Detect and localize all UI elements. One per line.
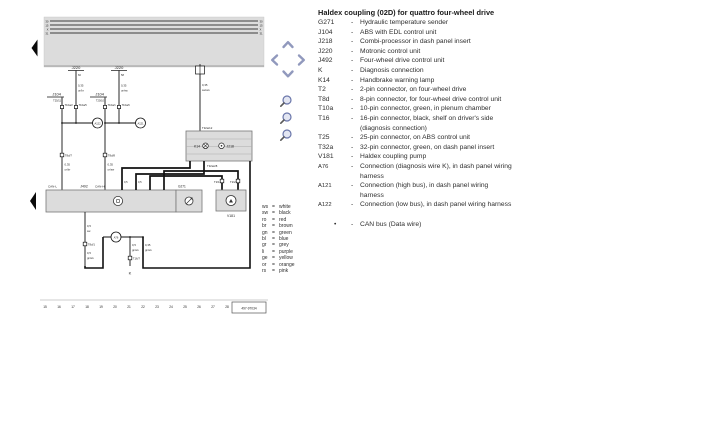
color-key-row: ge = yellow (262, 255, 293, 262)
pin-label-j104-b: T25/10 (95, 99, 104, 103)
connector-label-t8d-8: T8d/8 (107, 153, 115, 158)
component-label-j492: J492 (80, 184, 88, 189)
connector-label-t8d-7: T8d/7 (64, 153, 72, 158)
control-unit-symbol (113, 196, 122, 205)
color-key-row: rs = pink (262, 268, 289, 275)
component-code: T25 (318, 134, 330, 142)
connection-code: A76 (318, 163, 329, 170)
pan-right-button[interactable] (299, 56, 304, 65)
component-label-v181: V181 (227, 214, 235, 218)
wire-color-label: or/sw (121, 88, 128, 93)
bus-terminal-31-right: 31 (259, 31, 263, 36)
legend-item-t16: T16 - 16-pin connector, black, shelf on driver's side (diagnosis connection) (318, 114, 716, 133)
connector-symbol-t10a-2 (60, 105, 63, 108)
bus-terminal-30-right: 30 (259, 19, 263, 24)
pan-up-button[interactable] (284, 42, 293, 47)
track-number: 22 (141, 305, 145, 309)
connector-label-t10a-2: T10a/2 (64, 103, 73, 107)
legend-item-j218: J218 - Combi-processor in dash panel insert (318, 37, 716, 47)
legend-item-j104: J104 - ABS with EDL control unit (318, 28, 716, 38)
junction-label-a122: A122 (94, 122, 101, 126)
connector-label-t10a-5: T10a/5 (78, 103, 87, 107)
color-name: white (279, 204, 291, 210)
component-label-k14: K14 (193, 144, 200, 149)
color-key-row: br = brown (262, 223, 293, 230)
component-description: Four-wheel drive control unit (360, 57, 445, 65)
component-description: 8-pin connector, for four-wheel drive control unit (360, 95, 502, 103)
component-description: 2-pin connector, on four-wheel drive (360, 86, 467, 94)
junction-label-a76: A76 (113, 236, 119, 240)
bus-terminal-30-left: 30 (45, 19, 49, 24)
track-number: 24 (169, 305, 173, 309)
can-low-branch (47, 65, 103, 190)
track-number: 18 (85, 305, 89, 309)
legend-item-t2: T2 - 2-pin connector, on four-wheel drive (318, 85, 716, 95)
legend-item-t25: T25 - 25-pin connector, on ABS control unit (318, 133, 716, 143)
wire-color-label: sw/ws (202, 88, 210, 92)
wire-color-label: or/sw (107, 167, 115, 172)
component-description: 25-pin connector, on ABS control unit (360, 134, 471, 142)
track-number: 16 (57, 305, 61, 309)
color-name: brown (279, 223, 293, 230)
component-label-j104-b: J104 (95, 91, 104, 97)
legend-item-a76: A76 - Connection (diagnosis wire K), in dash panel wiring harness (318, 162, 716, 181)
bus-terminal-31-left: 31 (45, 31, 49, 36)
zoom-out-button[interactable] (281, 113, 291, 123)
component-label-g271: G271 (178, 184, 186, 189)
component-code: T16 (318, 114, 330, 122)
legend-item-a122: A122 - Connection (low bus), in dash panel wiring harness (318, 200, 716, 211)
component-description: Hydraulic temperature sender (360, 19, 449, 26)
color-key-row: or = orange (262, 261, 295, 268)
component-description: 10-pin connector, green, in plenum chamber (360, 105, 491, 113)
legend-item-a121: A121 - Connection (high bus), in dash panel wiring harness (318, 181, 716, 200)
continuation-arrow-bottom (30, 192, 36, 210)
color-key-row: ro = red (262, 216, 287, 223)
component-label-j220-a: J220 (71, 65, 81, 70)
component-description: Diagnosis connection (360, 66, 424, 74)
wire-size-label: 0,35 (64, 162, 70, 167)
legend-item-t8d: T8d - 8-pin connector, for four-wheel drive control unit (318, 95, 716, 105)
wire-size-label: 0,35 (202, 83, 208, 87)
can-bus-bullet: • (334, 220, 337, 228)
wire-size-label: 0,5 (132, 243, 136, 247)
color-name: red (279, 216, 287, 223)
continuation-arrow-top (32, 40, 38, 57)
pan-left-button[interactable] (272, 56, 277, 65)
zoom-in-button[interactable] (281, 96, 291, 106)
legend-item-k14: K14 - Handbrake warning lamp (318, 76, 716, 86)
component-code: V181 (318, 153, 334, 161)
legend-item-g271: G271 - Hydraulic temperature sender (318, 18, 716, 28)
legend-item-t32a: T32a - 32-pin connector, green, on dash panel insert (318, 143, 716, 153)
color-name: black (279, 210, 291, 217)
component-description: 32-pin connector, green, on dash panel insert (360, 143, 495, 151)
track-number: 28 (225, 305, 229, 309)
color-name: yellow (279, 255, 293, 262)
legend-item-v181: V181 - Haldex coupling pump (318, 152, 716, 162)
pin-label-t32a-28: T32a/28 (207, 163, 218, 168)
pin-label-j220-a: 60 (78, 74, 81, 77)
track-number: 15 (43, 305, 47, 309)
connector-symbol-t2-1 (220, 179, 224, 183)
connector-symbol-t8d-1 (83, 242, 87, 246)
k-diagnosis-net (83, 161, 250, 276)
component-description: Handbrake warning lamp (360, 76, 435, 84)
legend-title: Haldex coupling (02D) for quattro four-wheel drive (318, 8, 495, 17)
wire-size-label: 0,35 (145, 243, 151, 247)
color-key-row: sw = black (262, 210, 291, 217)
wire-size-label: 0,5 (87, 251, 91, 255)
pin-label-j220-b: 58 (121, 74, 124, 77)
component-description: Combi-processor in dash panel insert (360, 38, 471, 46)
component-description: Motronic control unit (360, 47, 421, 55)
bus-terminal-x-left: X (46, 27, 49, 32)
track-number: 25 (183, 305, 187, 309)
wire-size-label: 0,35 (107, 162, 113, 167)
connector-label-t10a-6: T10a/6 (121, 103, 130, 107)
component-code: K14 (318, 76, 330, 84)
connector-label-t10a-1: T10a/1 (107, 103, 116, 107)
color-key-row: ws = white (262, 204, 291, 210)
track-number: 20 (113, 305, 117, 309)
can-bus-description: CAN bus (Data wire) (360, 220, 422, 228)
track-number: 21 (127, 305, 131, 309)
color-name: blue (279, 236, 289, 243)
wire-color-label: or/br (64, 167, 71, 172)
connector-label-t2-1: T2/1 (213, 179, 220, 184)
color-key-row: gr = grey (262, 242, 289, 249)
component-description: Haldex coupling pump (360, 153, 427, 161)
component-label-j104-a: J104 (52, 91, 61, 97)
wire-color-label: sw (87, 228, 91, 233)
color-name: purple (279, 248, 293, 255)
pin-label-j104-a: T25/11 (53, 99, 61, 103)
wire-size-label: 0,35 (121, 83, 127, 88)
connector-symbol-t10a-6 (117, 105, 120, 108)
track-number: 27 (211, 305, 215, 309)
component-legend (318, 8, 716, 229)
component-code: T32a (318, 143, 334, 151)
track-number: 23 (155, 305, 159, 309)
component-code: T2 (318, 86, 326, 94)
connection-code: A122 (318, 202, 332, 209)
connector-label-t16-7: T16/7 (132, 256, 140, 261)
color-name: pink (279, 268, 289, 275)
bus-terminal-15-left: 15 (45, 23, 49, 28)
track-number-row (40, 300, 268, 313)
wire-color-label: gr/ws (132, 247, 139, 252)
color-key-row: bl = blue (262, 236, 289, 243)
connection-code: A121 (318, 183, 332, 190)
junction-label-a121: A121 (137, 122, 144, 126)
legend-item-can-bus: • - CAN bus (Data wire) (318, 220, 716, 230)
wire-color-label: gr/ws (87, 255, 94, 260)
component-code: T8d (318, 95, 330, 103)
component-description: 16-pin connector, black, shelf on driver's side (diagnosis connection) (360, 114, 494, 132)
bus-terminal-15-right: 15 (259, 23, 263, 28)
legend-item-j220: J220 - Motronic control unit (318, 47, 716, 57)
connector-symbol-t8d-7 (60, 153, 64, 157)
wire-color-label: gr/ws (145, 247, 152, 252)
component-code: J104 (318, 28, 333, 36)
connector-label-t8d-1: T8d/1 (87, 242, 95, 247)
color-name: grey (279, 242, 289, 249)
connector-symbol-t16-7 (128, 256, 132, 260)
color-key-row: gn = green (262, 229, 292, 236)
track-number: 26 (197, 305, 201, 309)
color-name: green (279, 229, 292, 236)
diagnosis-k-label: K (128, 270, 132, 276)
wire-size-label: 0,5 (138, 181, 142, 184)
component-label-j220-b: J220 (114, 65, 124, 70)
track-number: 19 (99, 305, 103, 309)
j492-control-unit (46, 184, 202, 212)
wire-size-label: 0,5 (124, 181, 128, 184)
connector-symbol-t10a-5 (74, 105, 77, 108)
connector-symbol-t8d-8 (103, 153, 107, 157)
legend-item-k: K - Diagnosis connection (318, 66, 716, 76)
connector-symbol-t2-2 (236, 179, 240, 183)
connection-description: Connection (diagnosis wire K), in dash panel wiring harness (360, 162, 512, 180)
zoom-fit-button[interactable] (281, 130, 291, 140)
legend-item-j492: J492 - Four-wheel drive control unit (318, 56, 716, 66)
diagram-id: 497-97034 (241, 306, 257, 311)
wiring-diagram-canvas (0, 0, 310, 330)
can-l-label: CAN-L (48, 184, 58, 189)
connection-description: Connection (low bus), in dash panel wiring harness (360, 201, 512, 209)
connector-label-t2-2: T2/2 (229, 179, 236, 184)
connector-symbol-t10a-1 (103, 105, 106, 108)
component-code: K (318, 66, 323, 74)
component-code: J220 (318, 47, 333, 55)
wire-size-label: 0,5 (87, 224, 91, 228)
viewer-controls (272, 42, 304, 140)
wire-color-key (262, 204, 322, 274)
component-code: J492 (318, 57, 333, 65)
track-number: 17 (71, 305, 75, 309)
bus-terminal-x-right: X (259, 27, 262, 32)
pin-label-t32a-12: T32a/12 (202, 126, 213, 130)
component-code: J218 (318, 38, 333, 46)
legend-item-t10a: T10a - 10-pin connector, green, in plenum chamber (318, 104, 716, 114)
wire-color-label: or/br (78, 88, 84, 93)
can-h-label: CAN-H (95, 184, 105, 189)
component-code: G271 (318, 19, 335, 26)
connection-description: Connection (high bus), in dash panel wiring harness (360, 182, 489, 199)
component-code: T10a (318, 105, 334, 113)
component-label-j218: J218 (226, 144, 234, 149)
wire-size-label: 0,35 (78, 83, 84, 88)
color-key-row: li = purple (262, 248, 293, 255)
pan-down-button[interactable] (284, 72, 293, 77)
power-bus-band (44, 17, 264, 67)
color-name: orange (279, 261, 295, 268)
component-description: ABS with EDL control unit (360, 28, 437, 36)
